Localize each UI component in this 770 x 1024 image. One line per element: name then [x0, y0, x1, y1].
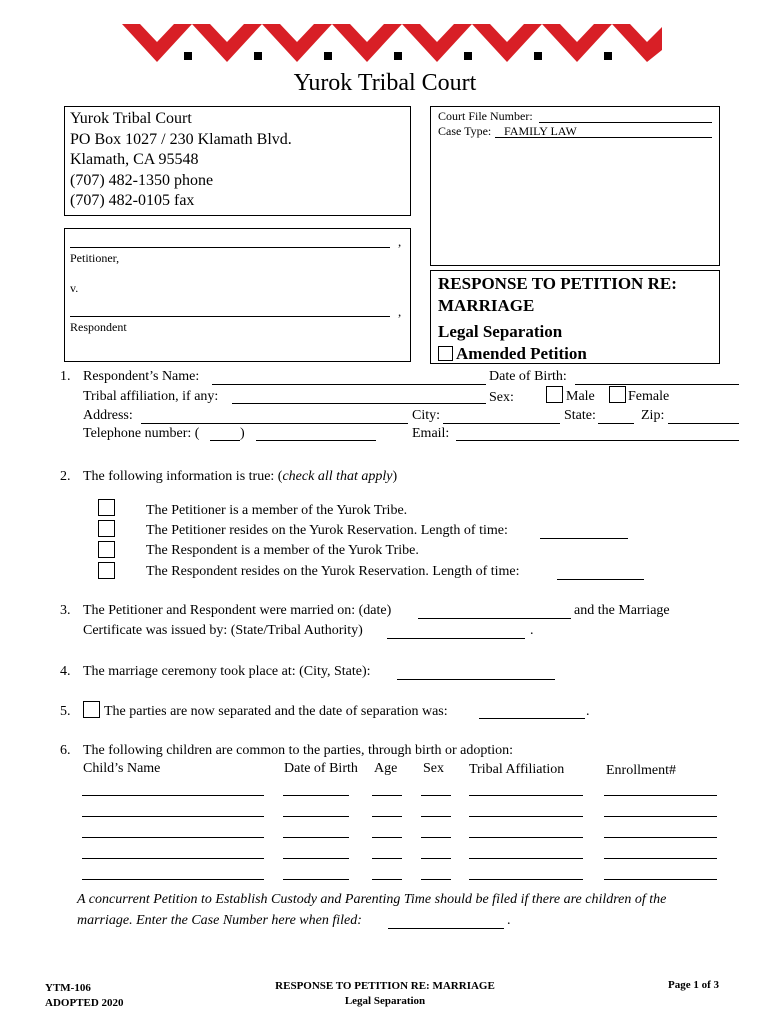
telephone-input[interactable]: [256, 440, 376, 441]
separated-checkbox[interactable]: [83, 701, 100, 718]
comma: ,: [398, 304, 402, 319]
section-number: 5.: [60, 704, 71, 719]
col-header-child-name: Child’s Name: [83, 761, 161, 776]
issuing-authority-input[interactable]: [387, 638, 525, 639]
col-header-tribal: Tribal Affiliation: [469, 762, 565, 777]
child-enrollment-input[interactable]: [604, 837, 717, 838]
dob-label: Date of Birth:: [489, 369, 567, 384]
child-enrollment-input[interactable]: [604, 879, 717, 880]
period: .: [530, 623, 534, 638]
ceremony-location-label: The marriage ceremony took place at: (City, State):: [83, 664, 371, 679]
child-tribal-input[interactable]: [469, 879, 583, 880]
ceremony-location-input[interactable]: [397, 679, 555, 680]
address-line: (707) 482-1350 phone: [70, 171, 214, 189]
child-dob-input[interactable]: [283, 795, 349, 796]
male-label: Male: [566, 389, 595, 404]
checklist-item: The Respondent is a member of the Yurok Tribe.: [146, 543, 419, 558]
case-number-label: marriage. Enter the Case Number here when filed:: [77, 913, 362, 928]
form-title-line: MARRIAGE: [438, 296, 535, 315]
col-header-dob: Date of Birth: [284, 761, 358, 776]
footer-title: RESPONSE TO PETITION RE: MARRIAGE: [275, 980, 495, 992]
section-number: 4.: [60, 664, 71, 679]
page-number: Page 1 of 3: [668, 979, 720, 991]
form-title-line: RESPONSE TO PETITION RE:: [438, 274, 677, 293]
address-line: Yurok Tribal Court: [70, 110, 192, 127]
child-age-input[interactable]: [372, 858, 402, 859]
area-code-input[interactable]: [210, 440, 240, 441]
section-number: 3.: [60, 603, 71, 618]
marriage-certificate-label: and the Marriage: [574, 603, 670, 618]
zip-label: Zip:: [641, 408, 665, 423]
email-label: Email:: [412, 426, 450, 441]
adopted-year: ADOPTED 2020: [45, 997, 124, 1009]
col-header-age: Age: [374, 761, 398, 776]
child-name-input[interactable]: [82, 816, 264, 817]
child-tribal-input[interactable]: [469, 795, 583, 796]
child-tribal-input[interactable]: [469, 837, 583, 838]
child-name-input[interactable]: [82, 879, 264, 880]
period: .: [586, 704, 590, 719]
respondent-member-checkbox[interactable]: [98, 541, 115, 558]
child-dob-input[interactable]: [283, 816, 349, 817]
email-input[interactable]: [456, 440, 739, 441]
petitioner-label: Petitioner,: [70, 251, 120, 265]
child-name-input[interactable]: [82, 858, 264, 859]
amended-petition-checkbox[interactable]: [438, 346, 453, 361]
col-header-sex: Sex: [423, 761, 444, 776]
intro-italic: check all that apply: [282, 469, 393, 484]
marriage-date-input[interactable]: [418, 618, 571, 619]
child-tribal-input[interactable]: [469, 816, 583, 817]
child-tribal-input[interactable]: [469, 858, 583, 859]
female-label: Female: [628, 389, 670, 404]
case-type-value: FAMILY LAW: [504, 124, 577, 138]
period: .: [507, 913, 511, 928]
respondent-name-field[interactable]: [70, 316, 390, 317]
respondent-name-input[interactable]: [212, 384, 486, 385]
child-sex-input[interactable]: [421, 879, 451, 880]
petitioner-member-checkbox[interactable]: [98, 499, 115, 516]
form-id: YTM-106: [45, 982, 91, 994]
city-label: City:: [412, 408, 441, 423]
court-file-number-field[interactable]: [539, 122, 712, 123]
case-number-input[interactable]: [388, 928, 504, 929]
custody-note: A concurrent Petition to Establish Custody and Parenting Time should be filed if there are children of the: [77, 892, 667, 907]
child-age-input[interactable]: [372, 837, 402, 838]
section-number: 6.: [60, 743, 71, 758]
female-checkbox[interactable]: [609, 386, 626, 403]
petitioner-length-input[interactable]: [540, 538, 628, 539]
petitioner-resides-checkbox[interactable]: [98, 520, 115, 537]
case-type-field[interactable]: [495, 137, 712, 138]
child-age-input[interactable]: [372, 879, 402, 880]
checklist-item: The Petitioner is a member of the Yurok Tribe.: [146, 503, 408, 518]
children-intro: The following children are common to the parties, through birth or adoption:: [83, 743, 514, 758]
footer-subtitle: Legal Separation: [344, 995, 426, 1007]
child-dob-input[interactable]: [283, 837, 349, 838]
respondent-resides-checkbox[interactable]: [98, 562, 115, 579]
child-sex-input[interactable]: [421, 816, 451, 817]
amended-petition-label: Amended Petition: [456, 344, 587, 363]
comma: ,: [398, 234, 402, 249]
child-enrollment-input[interactable]: [604, 816, 717, 817]
petitioner-name-field[interactable]: [70, 247, 390, 248]
child-name-input[interactable]: [82, 837, 264, 838]
child-dob-input[interactable]: [283, 858, 349, 859]
dob-input[interactable]: [575, 384, 739, 385]
male-checkbox[interactable]: [546, 386, 563, 403]
tribal-affiliation-label: Tribal affiliation, if any:: [83, 389, 219, 404]
case-type-label: Case Type:: [438, 124, 492, 138]
yurok-pattern-logo: [122, 22, 662, 64]
form-title-line: Legal Separation: [438, 322, 563, 341]
parties-box: [64, 228, 411, 362]
separation-label: The parties are now separated and the date of separation was:: [104, 704, 448, 719]
child-age-input[interactable]: [372, 795, 402, 796]
state-input[interactable]: [598, 423, 634, 424]
section2-intro: [83, 469, 397, 485]
checklist-item: The Respondent resides on the Yurok Reservation. Length of time:: [146, 564, 520, 579]
telephone-label: Telephone number: (: [83, 426, 200, 441]
child-sex-input[interactable]: [421, 795, 451, 796]
checklist-item: The Petitioner resides on the Yurok Reservation. Length of time:: [146, 523, 508, 538]
telephone-close-paren: ): [240, 426, 245, 441]
page-title: Yurok Tribal Court: [293, 70, 477, 96]
child-sex-input[interactable]: [421, 837, 451, 838]
state-label: State:: [564, 408, 596, 423]
intro-text: The following information is true: (: [83, 469, 283, 484]
court-file-number-label: Court File Number:: [438, 109, 533, 123]
separation-date-input[interactable]: [479, 718, 585, 719]
zip-input[interactable]: [668, 423, 739, 424]
city-input[interactable]: [443, 423, 560, 424]
child-age-input[interactable]: [372, 816, 402, 817]
court-address: [70, 109, 292, 212]
intro-end: ): [392, 469, 398, 484]
child-enrollment-input[interactable]: [604, 795, 717, 796]
child-sex-input[interactable]: [421, 858, 451, 859]
section-number: 2.: [60, 469, 71, 484]
respondent-name-label: Respondent’s Name:: [83, 369, 200, 384]
address-line: (707) 482-0105 fax: [70, 192, 195, 209]
child-name-input[interactable]: [82, 795, 264, 796]
section-number: 1.: [60, 369, 71, 384]
address-line: Klamath, CA 95548: [70, 151, 199, 168]
address-label: Address:: [83, 408, 133, 423]
issued-by-label: Certificate was issued by: (State/Tribal Authority): [83, 623, 363, 638]
married-on-label: The Petitioner and Respondent were married on: (date): [83, 603, 392, 618]
address-line: PO Box 1027 / 230 Klamath Blvd.: [70, 130, 292, 148]
tribal-affiliation-input[interactable]: [232, 403, 486, 404]
versus-label: v.: [70, 281, 79, 295]
col-header-enrollment: Enrollment#: [606, 763, 676, 778]
form-title: [438, 273, 677, 343]
sex-label: Sex:: [489, 390, 514, 405]
child-dob-input[interactable]: [283, 879, 349, 880]
respondent-label: Respondent: [70, 320, 127, 334]
respondent-length-input[interactable]: [557, 579, 644, 580]
child-enrollment-input[interactable]: [604, 858, 717, 859]
address-input[interactable]: [141, 423, 408, 424]
